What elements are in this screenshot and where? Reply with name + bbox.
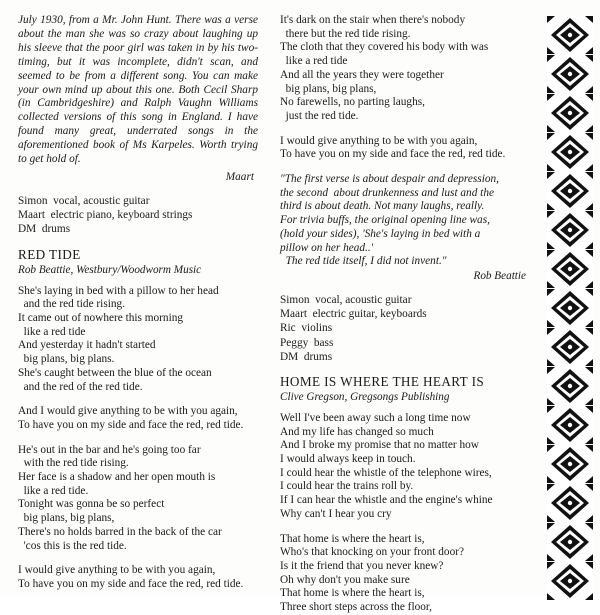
lyric-line: I could hear the trains roll by. [280, 480, 414, 493]
lyric-line: and the red of the red tide. [18, 380, 143, 393]
intro-paragraph: July 1930, from a Mr. John Hunt. There was a verse about the man she was so crazy about laughing up his sleeve that the poor girl was taken in by his two-timing, but it was incomplete, didn't scan, and seemed to be from a different song. You can make your own mind up about this one. Both Cecil Sharp (in Cambridgeshire) and Ralph Vaughn Williams collected versions of this song in England. I have found many great, underrated songs in the aforementioned book of Ms Karpeles. Worth trying to get hold of. [18, 14, 258, 166]
credit-line: DM drums [280, 350, 333, 363]
lyric-stanza [280, 14, 532, 124]
diamond-ornament-icon [547, 211, 593, 249]
quote-signature: Rob Beattie [473, 269, 526, 282]
lyric-line: If I can hear the whistle and the engine's whine [280, 494, 493, 507]
left-credits-block [18, 194, 258, 237]
lyric-line: Three short steps across the floor, [280, 601, 433, 614]
lyric-line: with the red tide rising. [18, 457, 129, 470]
song-publishing: Clive Gregson, Gregsongs Publishing [280, 390, 450, 403]
lyric-line: She's laying in bed with a pillow to her head [18, 284, 219, 297]
author-quote [280, 173, 532, 283]
lyric-line: To have you on my side and face the red, red tide. [280, 148, 506, 161]
right-credits-block [280, 293, 532, 364]
diamond-ornament-icon [547, 133, 593, 171]
diamond-ornament-icon [547, 328, 593, 366]
quote-line: (hold your sides), 'She's laying in bed with a [280, 227, 481, 240]
lyric-line: That home is where the heart is, [280, 587, 425, 600]
lyric-line: And I would give anything to be with you again, [18, 405, 238, 418]
lyric-line: To have you on my side and face the red, red tide. [18, 418, 244, 431]
lyric-stanza [280, 412, 532, 522]
lyric-stanza [18, 285, 258, 395]
credit-line: Simon vocal, acoustic guitar [18, 194, 150, 207]
diamond-ornament-icon [547, 289, 593, 327]
lyric-line: big plans, big plans, [18, 512, 115, 525]
left-column [0, 14, 268, 595]
quote-line: the second about drunkenness and lust and the [280, 186, 494, 199]
lyric-line: I could hear the whistle of the telephone wires, [280, 466, 492, 479]
lyric-stanza [280, 135, 532, 162]
lyric-line: I would give anything to be with you again, [280, 134, 478, 147]
song-title: HOME IS WHERE THE HEART IS [280, 373, 485, 389]
credit-line: Ric violins [280, 322, 333, 335]
credit-line: Maart electric guitar, keyboards [280, 308, 427, 321]
lyric-line: big plans, big plans, [280, 82, 377, 95]
quote-line: "The first verse is about despair and depression, [280, 173, 499, 186]
lyric-line: He's out in the bar and he's going too far [18, 443, 201, 456]
lyric-stanza [18, 564, 258, 591]
lyric-line: Tonight was gonna be so perfect [18, 498, 165, 511]
lyric-stanza [280, 533, 532, 615]
diamond-ornament-icon [547, 445, 593, 483]
lyric-line: like a red tide. [18, 484, 89, 497]
lyric-line: That home is where the heart is, [280, 532, 425, 545]
lyric-line: The cloth that they covered his body with was [280, 41, 489, 54]
diamond-ornament-icon [547, 484, 593, 522]
lyric-line: Is it the friend that you never knew? [280, 560, 444, 572]
diamond-ornament-icon [547, 367, 593, 405]
lyric-line: like a red tide [280, 55, 348, 68]
lyric-line: And yesterday it hadn't started [18, 339, 156, 352]
diamond-ornament-icon [547, 406, 593, 444]
song-title: RED TIDE [18, 246, 81, 262]
diamond-ornament-icon [547, 250, 593, 288]
lyric-line: And all the years they were together [280, 68, 444, 81]
lyric-line: I would give anything to be with you again, [18, 564, 216, 577]
lyric-line: It came out of nowhere this morning [18, 311, 184, 324]
lyric-line: just the red tide. [280, 109, 359, 122]
lyric-line: And my life has changed so much [280, 425, 434, 438]
diamond-ornament-icon [547, 523, 593, 561]
quote-line: The red tide itself, I did not invent." [280, 255, 447, 268]
credit-line: Maart electric piano, keyboard strings [18, 209, 193, 222]
diamond-ornament-icon [547, 172, 593, 210]
lyric-line: there but the red tide rising. [280, 27, 411, 40]
lyric-line: and the red tide rising. [18, 298, 125, 311]
quote-line: third is about death. Not many laughs, really. [280, 200, 485, 213]
credit-line: Peggy bass [280, 336, 334, 349]
right-column [268, 14, 540, 614]
intro-signature: Maart [225, 170, 254, 183]
lyric-line: like a red tide [18, 325, 86, 338]
lyric-line: No farewells, no parting laughs, [280, 96, 425, 109]
credit-line: Simon vocal, acoustic guitar [280, 293, 412, 306]
diamond-ornament-icon [547, 55, 593, 93]
quote-line: For trivia buffs, the original opening line was, [280, 214, 490, 227]
song-publishing: Rob Beattie, Westbury/Woodworm Music [18, 263, 202, 276]
lyric-line: And I broke my promise that no matter how [280, 439, 479, 452]
credit-line: DM drums [18, 223, 71, 236]
lyric-line: To have you on my side and face the red, red tide. [18, 577, 244, 590]
lyric-stanza [18, 405, 258, 432]
lyric-line: 'cos this is the red tide. [18, 539, 127, 552]
lyric-stanza [18, 444, 258, 554]
lyric-line: I would always keep in touch. [280, 453, 416, 466]
diamond-ornament-icon [547, 562, 593, 600]
lyric-line: Well I've been away such a long time now [280, 411, 471, 424]
lyric-line: Why can't I hear you cry [280, 507, 392, 520]
lyric-line: There's no holds barred in the back of the car [18, 525, 222, 538]
lyric-line: She's caught between the blue of the ocean [18, 366, 212, 379]
diamond-ornament-icon [547, 16, 593, 54]
lyric-line: big plans, big plans. [18, 353, 115, 366]
lyric-line: It's dark on the stair when there's nobody [280, 14, 466, 26]
ornamental-border [540, 14, 600, 595]
lyric-line: Her face is a shadow and her open mouth is [18, 471, 216, 484]
lyric-line: Who's that knocking on your front door? [280, 546, 465, 559]
diamond-ornament-icon [547, 94, 593, 132]
quote-line: pillow on her head..' [280, 241, 374, 254]
lyric-line: Oh why don't you make sure [280, 573, 410, 586]
